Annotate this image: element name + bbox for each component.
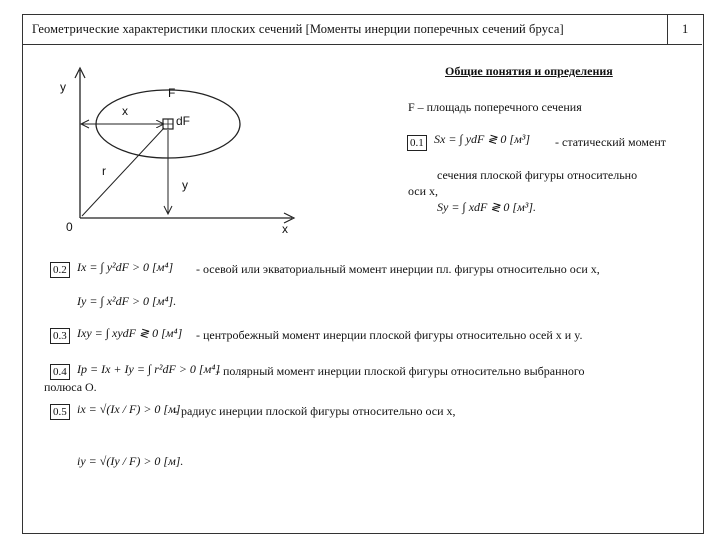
label-y-axis: y [60,80,66,94]
formula-Ip: Ip = Ix + Iy = ∫ r²dF > 0 [м⁴] [77,362,221,376]
formula-Ix: Ix = ∫ y²dF > 0 [м⁴] [77,260,174,274]
definition-static-moment: - статический момент [555,135,667,149]
formula-ix: ix = √(Ix / F) > 0 [м] [77,402,181,416]
equation-number-0-2: 0.2 [50,262,70,278]
radius-line [82,128,164,216]
equation-number-0-1: 0.1 [407,135,427,151]
section-title: Общие понятия и определения [445,64,613,78]
definition-F: F – площадь поперечного сечения [408,100,582,114]
formula-Sx-text: Sx = ∫ ydF ≷ 0 [м³] [434,132,531,146]
label-x-axis: x [282,222,288,236]
equation-number-0-4: 0.4 [50,364,70,380]
definition-static-moment-axis: оси x, [408,184,439,198]
equation-number-0-3: 0.3 [50,328,70,344]
label-origin: 0 [66,220,73,234]
page-number: 1 [682,22,689,36]
header-title: Геометрические характеристики плоских сечений [Моменты инерции поперечных сечений бруса] [32,22,564,36]
definition-polar-moment-cont: полюса О. [44,380,97,394]
formula-iy: iy = √(Iy / F) > 0 [м]. [77,454,184,468]
label-x-distance: x [122,104,128,118]
label-y-distance: y [182,178,188,192]
label-dF: dF [176,114,191,128]
label-area-F: F [168,86,176,100]
formula-Sy: Sy = ∫ xdF ≷ 0 [м³]. [437,200,537,214]
formula-Ixy: Ixy = ∫ xydF ≷ 0 [м⁴] [77,326,183,340]
equation-number-0-5: 0.5 [50,404,70,420]
definition-centrifugal-moment: - центробежный момент инерции плоской фигуры относительно осей x и y. [196,328,583,342]
definition-radius-of-gyration: - радиус инерции плоской фигуры относительно оси x, [174,404,456,418]
definition-axial-moment: - осевой или экваториальный момент инерции пл. фигуры относительно оси x, [196,262,600,276]
label-r: r [102,164,106,178]
definition-static-moment-cont: сечения плоской фигуры относительно [437,168,638,182]
definition-polar-moment: - полярный момент инерции плоской фигуры относительно выбранного [216,364,585,378]
formula-Iy: Iy = ∫ x²dF > 0 [м⁴]. [77,294,177,308]
formula-Sx [434,132,530,147]
